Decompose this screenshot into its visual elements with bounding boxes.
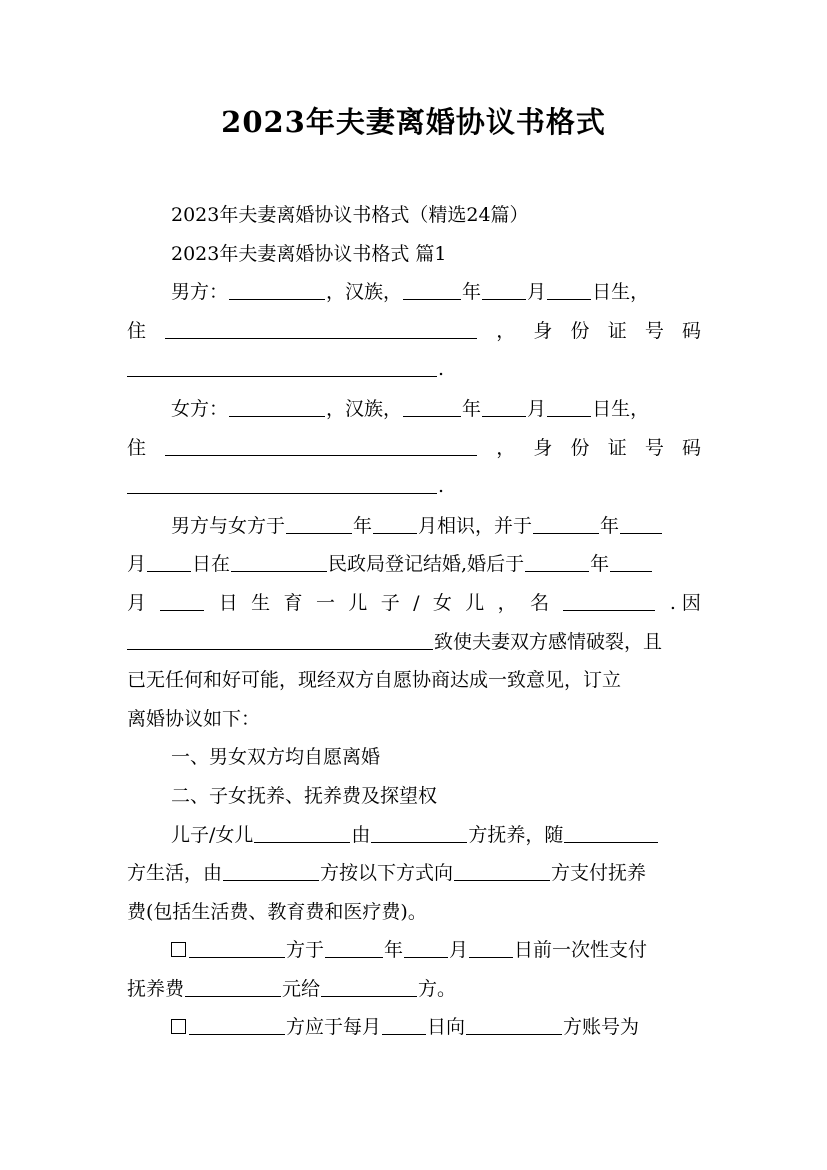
p3-line-4 — [127, 623, 701, 662]
monthly-day-blank — [382, 1033, 426, 1035]
option-text: 日向 — [427, 1016, 466, 1039]
custody-text: 方生活，由 — [127, 862, 223, 885]
p3-char: 育 — [283, 591, 303, 614]
custody-text: 由 — [351, 823, 371, 846]
id-char: 码 — [681, 436, 701, 459]
subtitle-line — [127, 196, 701, 235]
item-1-line — [127, 738, 701, 777]
item-2: 二、子女抚养、抚养费及探望权 — [171, 784, 438, 807]
day-born-text: 日生， — [592, 281, 650, 304]
id-char: 证 — [607, 319, 627, 342]
p3-line-5 — [127, 661, 701, 700]
id-char: 码 — [681, 319, 701, 342]
child-name-blank — [563, 609, 655, 611]
reason-blank — [127, 648, 433, 650]
married-day-blank — [147, 570, 191, 572]
custodian-blank — [371, 841, 467, 843]
p3-char: 子 — [380, 591, 400, 614]
man-label: 男方： — [171, 281, 229, 304]
birth-day-blank — [547, 298, 591, 300]
pay-month-blank — [404, 956, 448, 958]
p3-line-1 — [127, 507, 701, 546]
payer-blank — [189, 956, 285, 958]
p3-char: ， — [497, 591, 517, 614]
option-2-checkbox[interactable] — [171, 1019, 186, 1034]
option-2-line-1 — [127, 1008, 701, 1047]
custody-text: 方按以下方式向 — [320, 862, 454, 885]
option-text: 抚养费 — [127, 977, 185, 1000]
account-holder-blank — [466, 1033, 562, 1035]
option-text: 方于 — [286, 939, 325, 962]
payer-blank — [223, 879, 319, 881]
woman-line-3 — [127, 467, 701, 506]
year-text: 年 — [384, 939, 404, 962]
married-year-blank — [533, 532, 599, 534]
period-text: . — [438, 475, 445, 498]
id-char: 身 — [533, 319, 553, 342]
p3-text: 日在 — [192, 553, 231, 576]
p3-char: 一 — [315, 591, 335, 614]
man-address-blank — [165, 337, 477, 339]
month-text: 月 — [127, 553, 147, 576]
payee-blank — [454, 879, 550, 881]
p3-line-3 — [127, 584, 701, 623]
child-day-blank — [160, 609, 204, 611]
month-text: 月 — [527, 397, 547, 420]
option-1-line-1 — [127, 931, 701, 970]
man-id-blank — [127, 375, 437, 377]
option-text: 方应于每月 — [286, 1016, 382, 1039]
woman-line-2 — [127, 429, 701, 468]
p3-char: 名 — [530, 591, 550, 614]
month-text: 月 — [527, 281, 547, 304]
item-2-line — [127, 777, 701, 816]
p3-text: 民政局登记结婚,婚后于 — [328, 553, 525, 576]
option-text: 方。 — [418, 977, 457, 1000]
birth-month-blank — [482, 415, 526, 417]
section-heading: 2023年夫妻离婚协议书格式 篇1 — [171, 242, 447, 265]
custody-line-1 — [127, 816, 701, 855]
live-text: 住 — [127, 436, 147, 459]
p3-text: 男方与女方于 — [171, 514, 286, 537]
married-month-blank — [620, 532, 662, 534]
met-month-blank — [373, 532, 417, 534]
p3-char: 女 — [432, 591, 452, 614]
id-char: 证 — [607, 436, 627, 459]
p3-text: . 因 — [669, 591, 701, 614]
year-text: 年 — [600, 514, 620, 537]
month-text: 月 — [127, 591, 147, 614]
p3-text: 月相识，并于 — [418, 514, 533, 537]
option-1-line-2 — [127, 970, 701, 1009]
year-text: 年 — [353, 514, 373, 537]
p3-char: 生 — [251, 591, 271, 614]
p3-text: 致使夫妻双方感情破裂，且 — [434, 630, 663, 653]
pay-day-blank — [469, 956, 513, 958]
option-text: 元给 — [282, 977, 321, 1000]
option-text: 日前一次性支付 — [514, 939, 648, 962]
woman-label: 女方： — [171, 397, 229, 420]
man-line-1 — [127, 273, 701, 312]
p3-char: 儿 — [465, 591, 485, 614]
option-text: 方账号为 — [563, 1016, 640, 1039]
woman-address-blank — [165, 454, 477, 456]
custody-text: 费(包括生活费、教育费和医疗费)。 — [127, 900, 427, 923]
live-with-blank — [564, 841, 658, 843]
man-name-blank — [229, 298, 325, 300]
year-text: 年 — [590, 553, 610, 576]
pay-year-blank — [325, 956, 383, 958]
comma-text: ， — [496, 319, 516, 342]
p3-text: 已无任何和好可能，现经双方自愿协商达成一致意见，订立 — [127, 669, 622, 692]
live-text: 住 — [127, 319, 147, 342]
month-text: 月 — [449, 939, 469, 962]
met-year-blank — [286, 532, 352, 534]
recipient-blank — [321, 995, 417, 997]
p3-line-2 — [127, 545, 701, 584]
birth-year-blank — [403, 415, 461, 417]
payer-blank — [189, 1033, 285, 1035]
subtitle: 2023年夫妻离婚协议书格式（精选24篇） — [171, 204, 529, 226]
id-char: 号 — [644, 319, 664, 342]
p3-char: 日 — [218, 591, 238, 614]
birth-month-blank — [610, 570, 652, 572]
id-char: 份 — [570, 436, 590, 459]
custody-text: 儿子/女儿 — [171, 823, 254, 846]
birth-month-blank — [482, 298, 526, 300]
period-text: . — [438, 358, 445, 381]
amount-blank — [185, 995, 281, 997]
year-text: 年 — [462, 397, 482, 420]
comma-text: ， — [496, 436, 516, 459]
birth-year-blank — [525, 570, 589, 572]
option-1-checkbox[interactable] — [171, 942, 186, 957]
custody-line-2 — [127, 854, 701, 893]
section-line — [127, 235, 701, 274]
custody-text: 方支付抚养 — [551, 862, 647, 885]
man-line-3 — [127, 350, 701, 389]
woman-name-blank — [229, 415, 325, 417]
page-title: 2023年夫妻离婚协议书格式 — [221, 105, 606, 139]
p3-line-6 — [127, 700, 701, 739]
p3-char: 儿 — [348, 591, 368, 614]
child-blank — [254, 841, 350, 843]
p3-text: 离婚协议如下： — [127, 707, 261, 730]
custody-text: 方抚养，随 — [468, 823, 564, 846]
man-line-2 — [127, 312, 701, 351]
birth-year-blank — [403, 298, 461, 300]
woman-line-1 — [127, 390, 701, 429]
p3-char: / — [413, 591, 420, 614]
id-char: 号 — [644, 436, 664, 459]
day-born-text: 日生， — [592, 397, 650, 420]
woman-id-blank — [127, 492, 437, 494]
document-body — [127, 196, 701, 1047]
ethnicity-text: ，汉族， — [326, 397, 403, 420]
ethnicity-text: ，汉族， — [326, 281, 403, 304]
id-char: 身 — [533, 436, 553, 459]
year-text: 年 — [462, 281, 482, 304]
birth-day-blank — [547, 415, 591, 417]
item-1: 一、男女双方均自愿离婚 — [171, 746, 381, 769]
id-char: 份 — [570, 319, 590, 342]
custody-line-3 — [127, 893, 701, 932]
bureau-blank — [231, 570, 327, 572]
